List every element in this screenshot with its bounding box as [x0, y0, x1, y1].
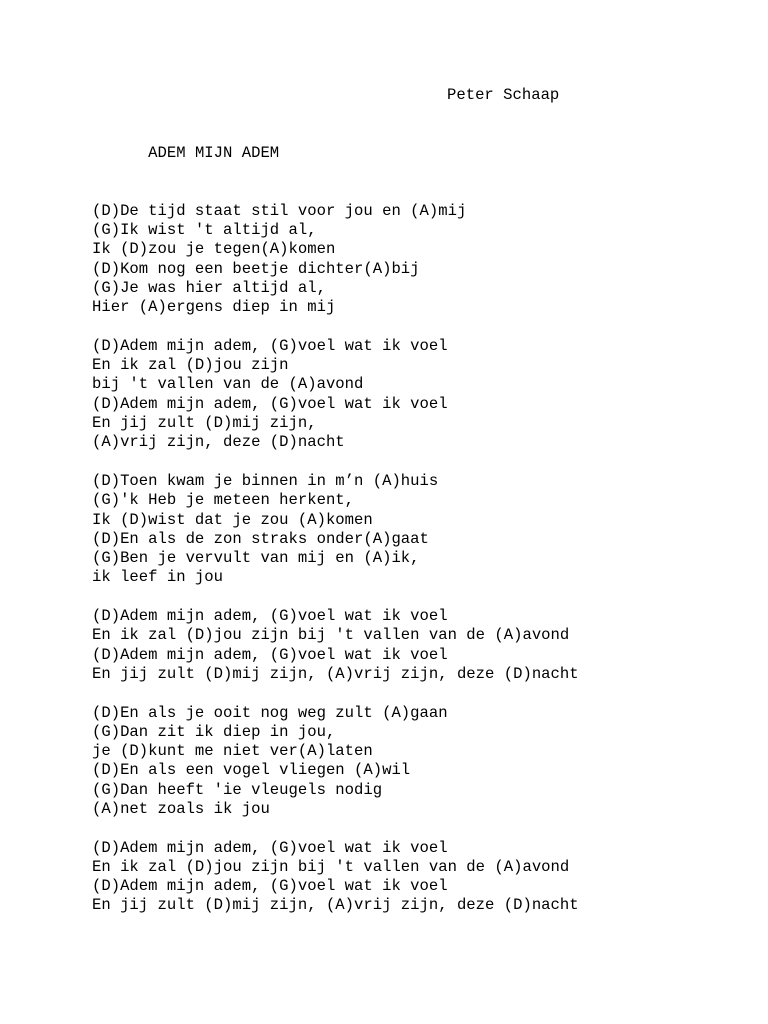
lyric-line: (G)'k Heb je meteen herkent,: [92, 491, 355, 510]
lyric-line: En ik zal (D)jou zijn bij 't vallen van de (A)avond: [92, 857, 570, 876]
song-author: Peter Schaap: [447, 86, 560, 104]
lyric-line: (D)Adem mijn adem, (G)voel wat ik voel: [92, 336, 448, 355]
lyrics-body: [92, 202, 579, 916]
lyric-line: (A)vrij zijn, deze (D)nacht: [92, 433, 345, 452]
song-sheet: [92, 86, 579, 954]
stanza-2: [92, 337, 579, 453]
lyric-line: En jij zult (D)mij zijn, (A)vrij zijn, deze (D)nacht: [92, 664, 579, 683]
stanza-5: [92, 704, 579, 820]
lyric-line: bij 't vallen van de (A)avond: [92, 375, 364, 394]
stanza-3: [92, 472, 579, 588]
lyric-line: (D)Adem mijn adem, (G)voel wat ik voel: [92, 607, 448, 626]
lyric-line: En ik zal (D)jou zijn: [92, 356, 289, 375]
lyric-line: (G)Dan heeft 'ie vleugels nodig: [92, 780, 383, 799]
lyric-line: (G)Dan zit ik diep in jou,: [92, 722, 336, 741]
stanza-4: [92, 607, 579, 684]
lyric-line: En jij zult (D)mij zijn, (A)vrij zijn, deze (D)nacht: [92, 896, 579, 915]
song-title: ADEM MIJN ADEM: [148, 143, 280, 162]
lyric-line: je (D)kunt me niet ver(A)laten: [92, 742, 373, 761]
lyric-line: (D)En als de zon straks onder(A)gaat: [92, 529, 429, 548]
lyric-line: (D)Adem mijn adem, (G)voel wat ik voel: [92, 394, 448, 413]
lyric-line: (D)Adem mijn adem, (G)voel wat ik voel: [92, 877, 448, 896]
lyric-line: (D)En als je ooit nog weg zult (A)gaan: [92, 703, 448, 722]
lyric-line: (D)Adem mijn adem, (G)voel wat ik voel: [92, 838, 448, 857]
lyric-line: (G)Ik wist 't altijd al,: [92, 221, 317, 240]
lyric-line: (D)Adem mijn adem, (G)voel wat ik voel: [92, 645, 448, 664]
lyric-line: (D)Toen kwam je binnen in m’n (A)huis: [92, 471, 439, 490]
lyric-line: Ik (D)wist dat je zou (A)komen: [92, 510, 373, 529]
lyric-line: Ik (D)zou je tegen(A)komen: [92, 240, 336, 259]
lyric-line: (G)Ben je vervult van mij en (A)ik,: [92, 549, 420, 568]
stanza-6: [92, 839, 579, 916]
lyric-line: (G)Je was hier altijd al,: [92, 278, 326, 297]
lyric-line: (D)De tijd staat stil voor jou en (A)mij: [92, 201, 467, 220]
lyric-line: (D)En als een vogel vliegen (A)wil: [92, 761, 411, 780]
lyric-line: En ik zal (D)jou zijn bij 't vallen van de (A)avond: [92, 626, 570, 645]
lyric-line: ik leef in jou: [92, 568, 224, 587]
lyric-line: (D)Kom nog een beetje dichter(A)bij: [92, 259, 420, 278]
song-header: [92, 86, 579, 162]
stanza-1: [92, 202, 579, 318]
lyric-line: En jij zult (D)mij zijn,: [92, 414, 317, 433]
lyric-line: (A)net zoals ik jou: [92, 799, 270, 818]
lyric-line: Hier (A)ergens diep in mij: [92, 298, 336, 317]
